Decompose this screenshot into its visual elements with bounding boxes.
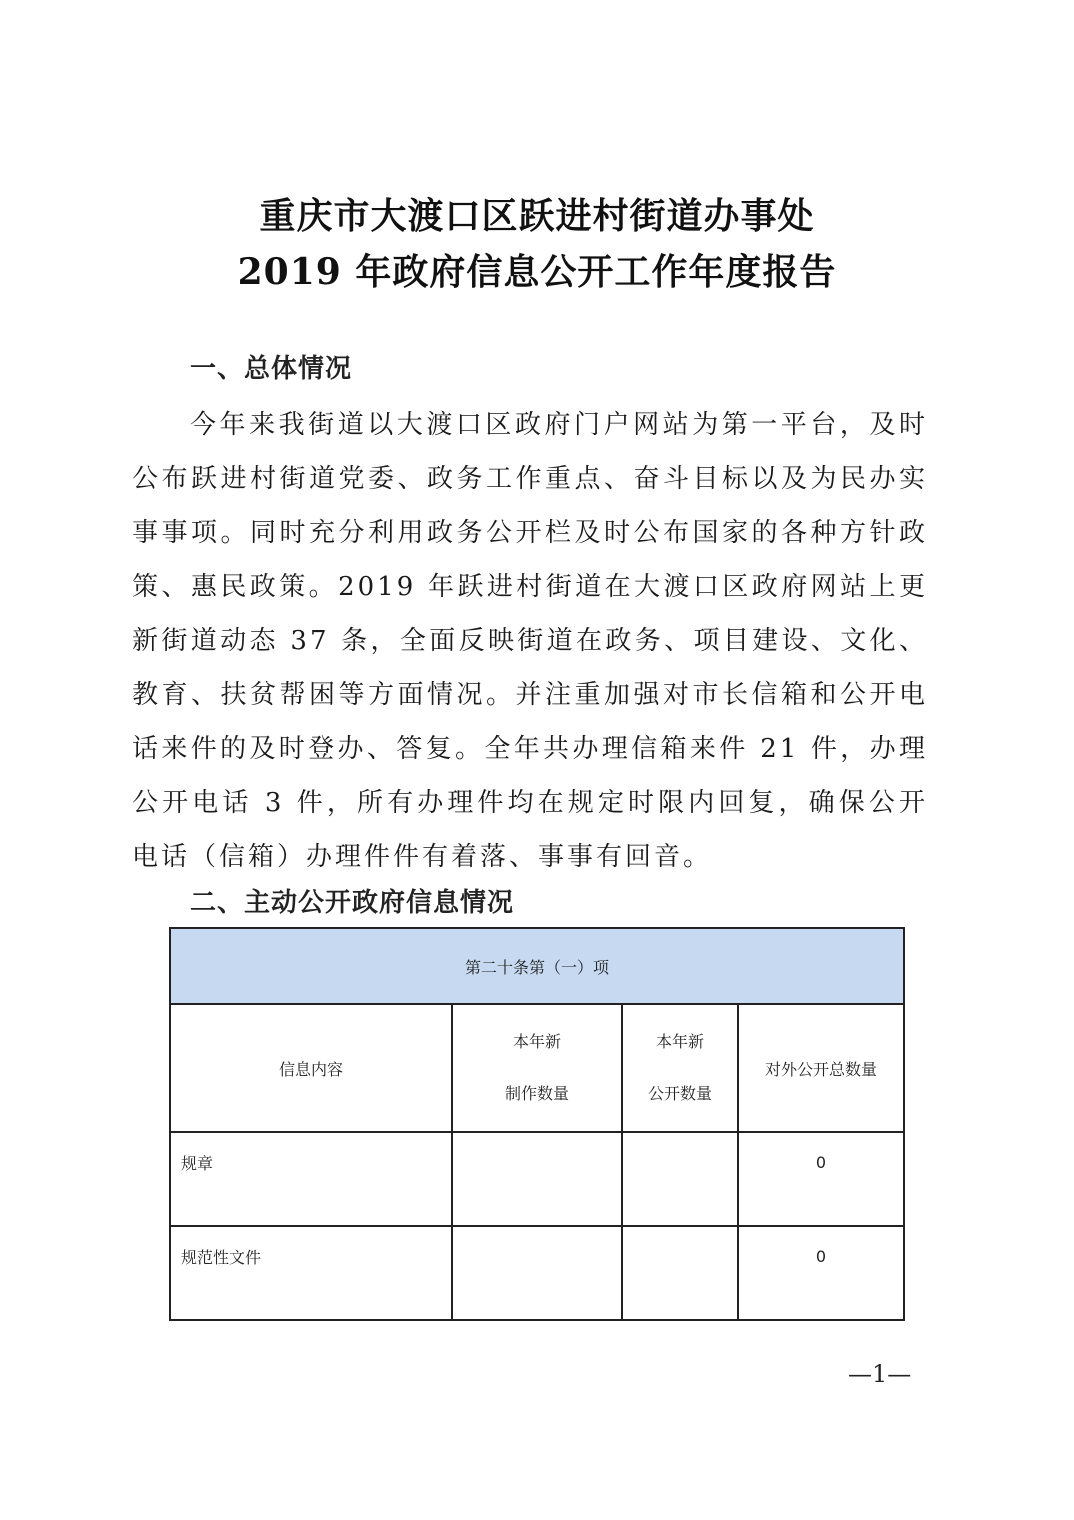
section-heading-overview: 一、总体情况 (190, 354, 353, 384)
row-total: 0 (738, 1226, 904, 1320)
row-made (452, 1132, 622, 1226)
row-published (622, 1226, 738, 1320)
table-row (170, 1132, 904, 1226)
header-info-content: 信息内容 (170, 1004, 452, 1132)
header-new-published: 本年新 公开数量 (622, 1004, 738, 1132)
row-total: 0 (738, 1132, 904, 1226)
overview-paragraph: 今年来我街道以大渡口区政府门户网站为第一平台，及时公布跃进村街道党委、政务工作重点、奋斗目标以及为民办实事事项。同时充分利用政务公开栏及时公布国家的各种方针政策、惠民政策。2019 年跃进村街道在大渡口区政府网站上更新街道动态 37 条，全面反映街道在政务、项目建设、文化、教育、扶贫帮困等方面情况。并注重加强对市长信箱和公开电话来件的及时登办、答复。全年共办理信箱来件 21 件，办理公开电话 3 件，所有办理件均在规定时限内回复，确保公开电话（信箱）办理件件有着落、事事有回音。 (132, 410, 928, 872)
table-caption: 第二十条第（一）项 (170, 928, 904, 1004)
report-title-line1: 重庆市大渡口区跃进村街道办事处 (259, 195, 815, 237)
report-title-line2: 2019 年政府信息公开工作年度报告 (237, 251, 837, 293)
table-row (170, 1226, 904, 1320)
row-name: 规范性文件 (170, 1226, 452, 1320)
row-name: 规章 (170, 1132, 452, 1226)
table-caption-row (170, 928, 904, 1004)
disclosure-table (169, 927, 905, 1321)
header-new-made: 本年新 制作数量 (452, 1004, 622, 1132)
page-number: —1— (848, 1360, 912, 1388)
row-made (452, 1226, 622, 1320)
table-header-row (170, 1004, 904, 1132)
row-published (622, 1132, 738, 1226)
section-heading-active-disclosure: 二、主动公开政府信息情况 (190, 888, 515, 918)
header-total-published: 对外公开总数量 (738, 1004, 904, 1132)
